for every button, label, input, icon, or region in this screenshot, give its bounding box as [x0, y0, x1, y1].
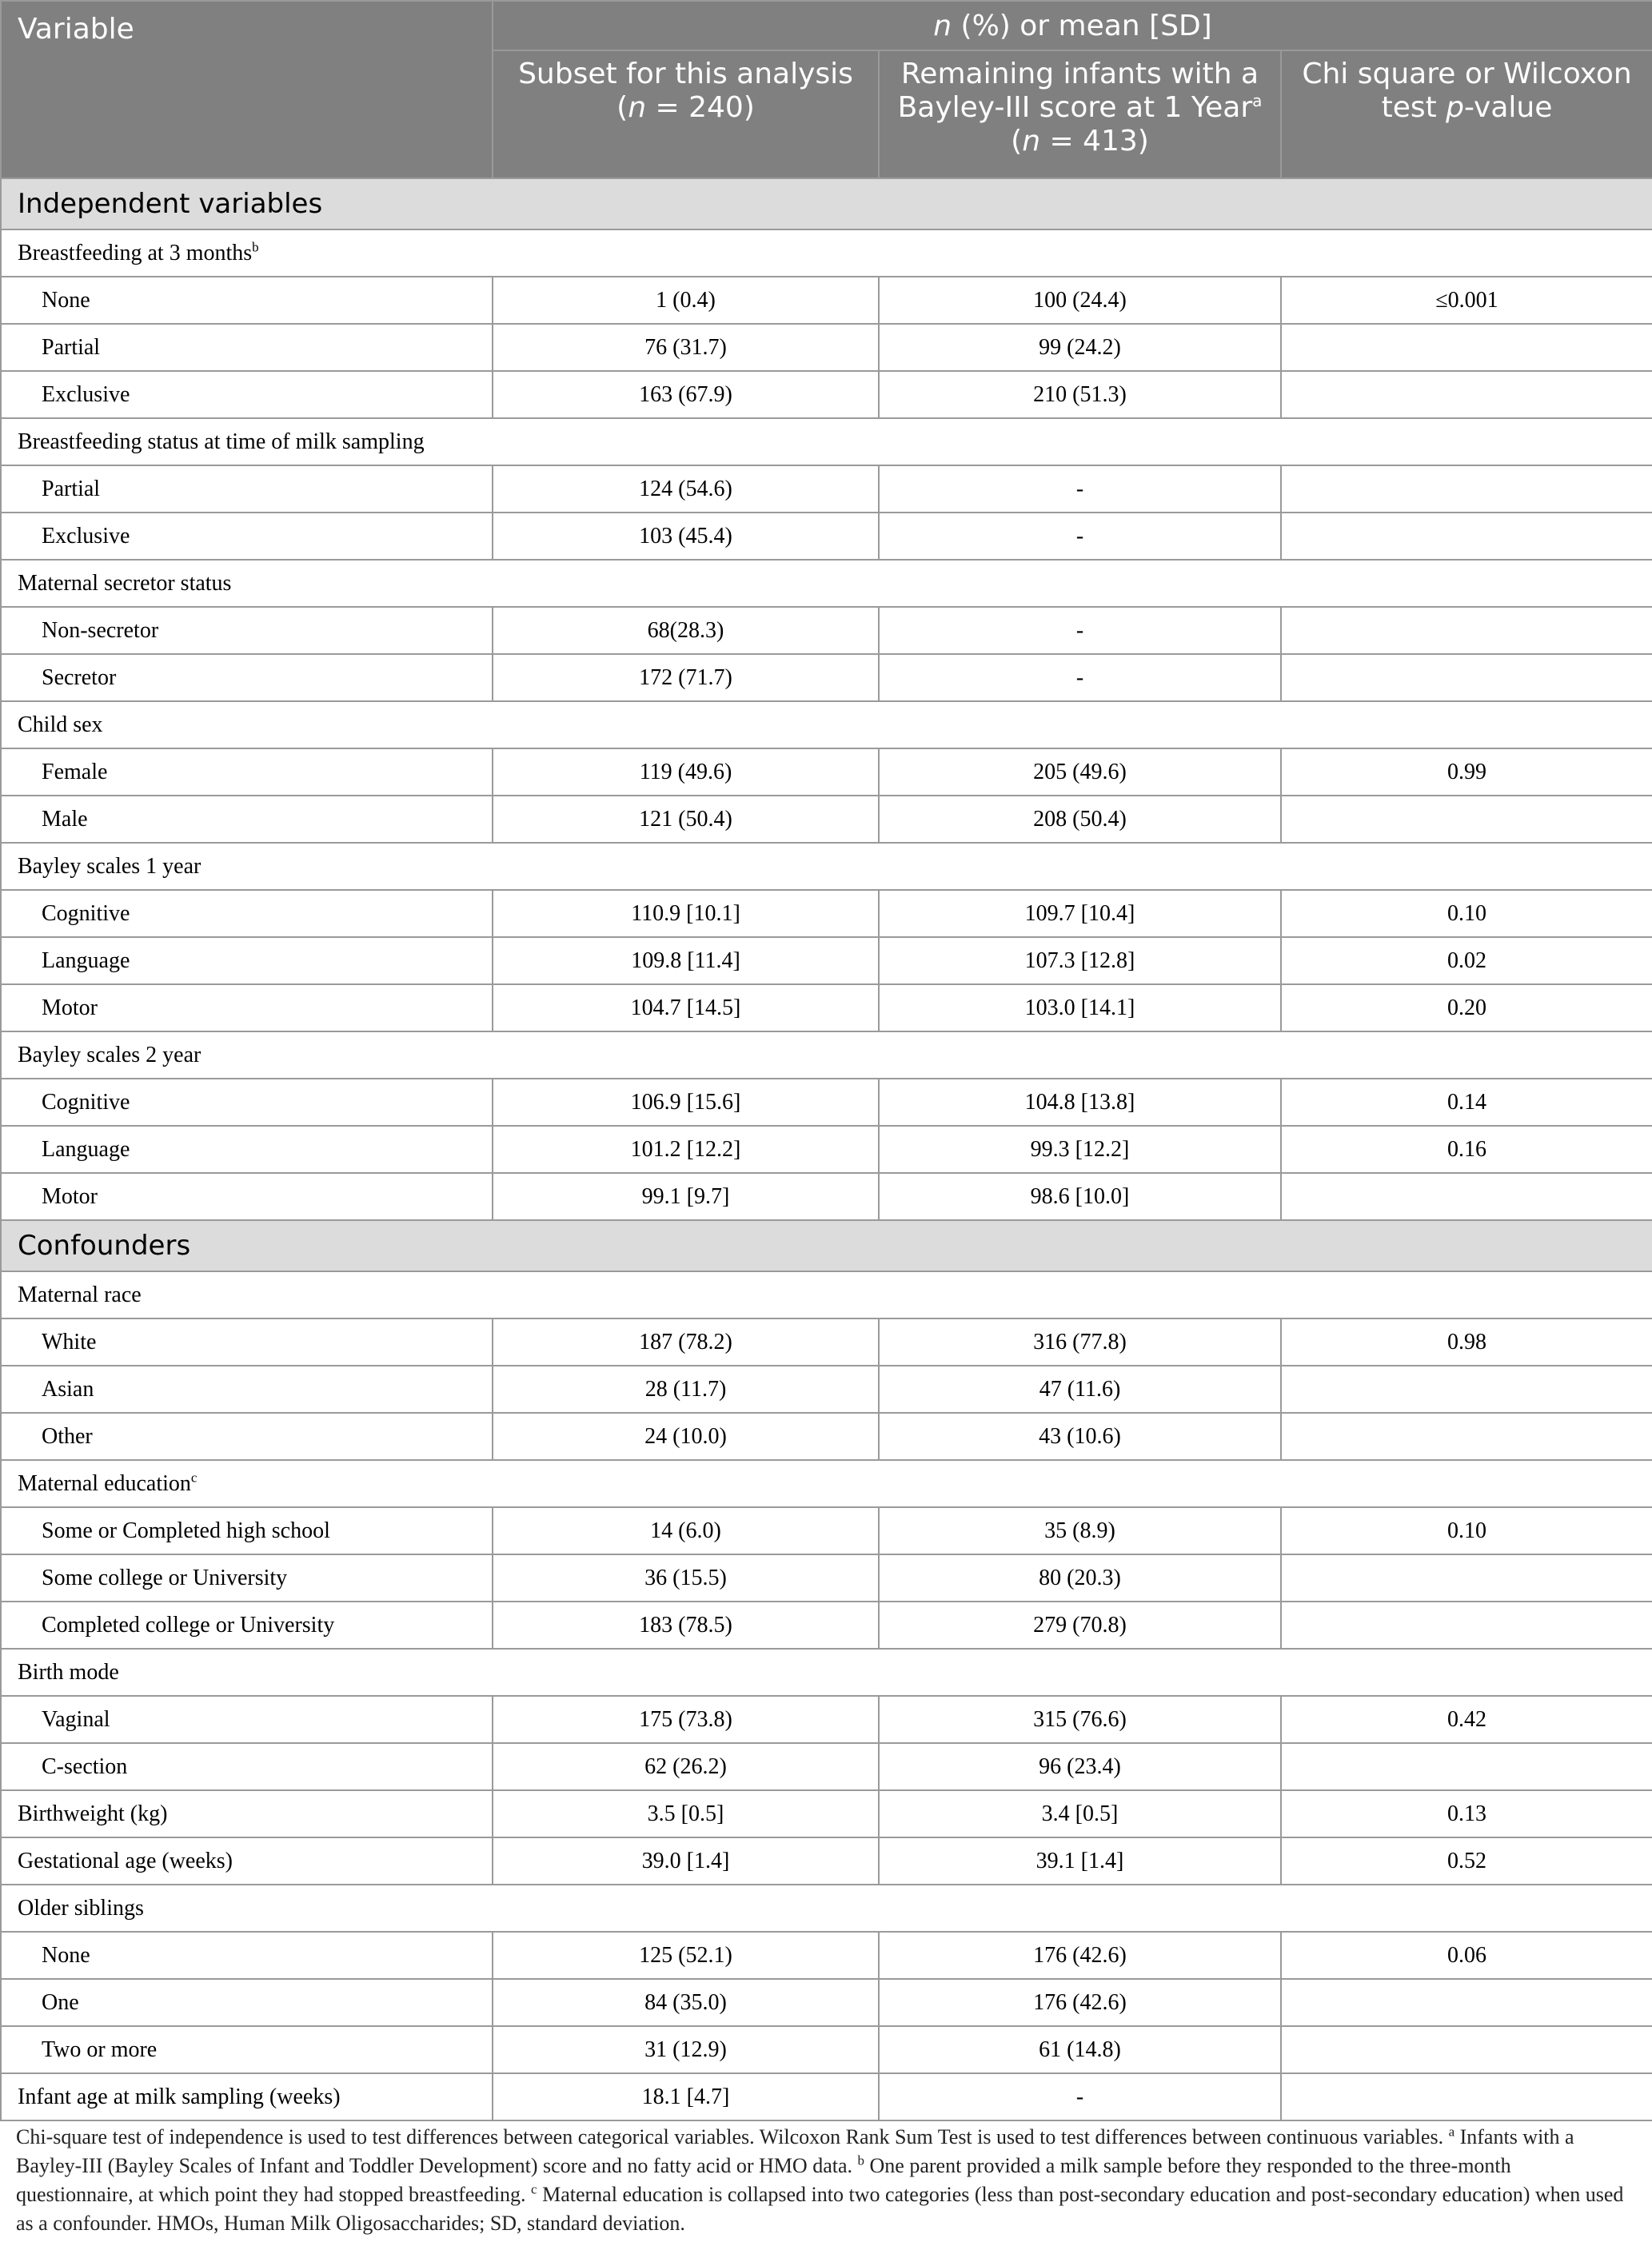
variable-cell: Partial [1, 324, 493, 371]
table-row [1, 513, 1652, 560]
table-row [1, 1366, 1652, 1413]
variable-cell: Secretor [1, 654, 493, 701]
variable-cell: Vaginal [1, 1696, 493, 1743]
subset-value-cell: 175 (73.8) [493, 1696, 879, 1743]
subset-value-cell: 24 (10.0) [493, 1413, 879, 1460]
table-row [1, 984, 1652, 1031]
variable-cell: Gestational age (weeks) [1, 1837, 493, 1885]
remaining-header-line1: Remaining infants with a [900, 58, 1259, 90]
subset-value-cell: 18.1 [4.7] [493, 2073, 879, 2120]
group-label: Breastfeeding at 3 months [18, 240, 253, 265]
remaining-value-cell: 205 (49.6) [879, 748, 1281, 796]
remaining-value-cell: 61 (14.8) [879, 2026, 1281, 2073]
table-row [1, 465, 1652, 513]
variable-cell: Non-secretor [1, 607, 493, 654]
remaining-value-cell: 109.7 [10.4] [879, 890, 1281, 937]
table-row [1, 1602, 1652, 1649]
subset-value-cell: 119 (49.6) [493, 748, 879, 796]
group-label: Bayley scales 1 year [1, 843, 1652, 890]
p-value-cell [1281, 607, 1652, 654]
subset-value-cell: 68(28.3) [493, 607, 879, 654]
variable-cell: White [1, 1318, 493, 1366]
group-row [1, 418, 1652, 465]
subset-value-cell: 31 (12.9) [493, 2026, 879, 2073]
table-row [1, 937, 1652, 984]
p-value-cell: ≤0.001 [1281, 277, 1652, 324]
p-value-cell [1281, 324, 1652, 371]
table-row [1, 1318, 1652, 1366]
variable-cell: Completed college or University [1, 1602, 493, 1649]
table-row [1, 890, 1652, 937]
p-value-cell [1281, 1554, 1652, 1602]
section-title: Confounders [1, 1220, 1652, 1271]
table-row [1, 1126, 1652, 1173]
group-row [1, 701, 1652, 748]
table-row [1, 607, 1652, 654]
table-row [1, 1507, 1652, 1554]
subset-value-cell: 172 (71.7) [493, 654, 879, 701]
p-value-cell: 0.99 [1281, 748, 1652, 796]
pvalue-header-line2b: -value [1464, 91, 1553, 124]
variable-cell: Male [1, 796, 493, 843]
group-row [1, 1885, 1652, 1932]
subset-value-cell: 1 (0.4) [493, 277, 879, 324]
remaining-value-cell: 315 (76.6) [879, 1696, 1281, 1743]
p-value-cell: 0.98 [1281, 1318, 1652, 1366]
pvalue-header-italic: p [1446, 91, 1465, 124]
p-value-cell [1281, 2073, 1652, 2120]
footnote-text: Infants with a Bayley-III (Bayley Scales of Infant and Toddler Development) score and no fatty acid or HMO data. [16, 2125, 1574, 2177]
p-value-cell [1281, 1173, 1652, 1220]
p-value-cell [1281, 1366, 1652, 1413]
subset-value-cell: 76 (31.7) [493, 324, 879, 371]
remaining-value-cell: 35 (8.9) [879, 1507, 1281, 1554]
table-row [1, 1790, 1652, 1837]
footnote-marker: c [531, 2181, 537, 2197]
group-label: Maternal race [1, 1271, 1652, 1318]
remaining-value-cell: - [879, 654, 1281, 701]
footnote-marker: a [1448, 2124, 1455, 2140]
remaining-value-cell: 104.8 [13.8] [879, 1079, 1281, 1126]
variable-cell: Female [1, 748, 493, 796]
table-row [1, 1743, 1652, 1790]
remaining-value-cell: 98.6 [10.0] [879, 1173, 1281, 1220]
group-row [1, 1460, 1652, 1507]
subset-value-cell: 121 (50.4) [493, 796, 879, 843]
p-value-cell [1281, 371, 1652, 418]
table-row [1, 1173, 1652, 1220]
stat-span-header [493, 1, 1652, 50]
variable-cell: Exclusive [1, 513, 493, 560]
subset-n-value: = 240) [646, 91, 755, 124]
subset-header: Subset for this analysis (n = 240) [493, 50, 879, 178]
table-row [1, 324, 1652, 371]
remaining-value-cell: - [879, 465, 1281, 513]
pvalue-header [1281, 50, 1652, 178]
subset-value-cell: 28 (11.7) [493, 1366, 879, 1413]
table-row [1, 277, 1652, 324]
group-label-cell [1, 229, 1652, 277]
variable-cell: Language [1, 937, 493, 984]
section-row [1, 1220, 1652, 1271]
variable-cell: Exclusive [1, 371, 493, 418]
remaining-value-cell: 47 (11.6) [879, 1366, 1281, 1413]
p-value-cell: 0.13 [1281, 1790, 1652, 1837]
remaining-n-label: n [1022, 125, 1041, 158]
remaining-n-value: = 413) [1040, 125, 1149, 158]
subset-value-cell: 183 (78.5) [493, 1602, 879, 1649]
subset-header-line1: Subset for this analysis [518, 58, 853, 90]
pvalue-header-line2a: test [1381, 91, 1446, 124]
table-footnote [16, 2123, 1631, 2238]
variable-cell: Cognitive [1, 1079, 493, 1126]
table-row [1, 1932, 1652, 1979]
p-value-cell: 0.52 [1281, 1837, 1652, 1885]
remaining-header-sup: a [1252, 91, 1263, 110]
subset-value-cell: 109.8 [11.4] [493, 937, 879, 984]
group-label: Maternal education [18, 1470, 191, 1496]
span-rest: (%) or mean [SD] [952, 10, 1212, 42]
pvalue-header-line1: Chi square or Wilcoxon [1302, 58, 1632, 90]
group-row [1, 1649, 1652, 1696]
subset-value-cell: 101.2 [12.2] [493, 1126, 879, 1173]
footnote-text: Chi-square test of independence is used to test differences between categorical variables. Wilcoxon Rank Sum Test is used to test differences between continuous variables. [16, 2125, 1449, 2148]
remaining-value-cell: 316 (77.8) [879, 1318, 1281, 1366]
variable-header [1, 1, 493, 178]
footnote-text: One parent provided a milk sample before they responded to the three-month questionnaire, at which point they had stopped breastfeeding. [16, 2154, 1511, 2206]
p-value-cell [1281, 1602, 1652, 1649]
table-row [1, 654, 1652, 701]
variable-cell: Motor [1, 984, 493, 1031]
remaining-value-cell: 99.3 [12.2] [879, 1126, 1281, 1173]
remaining-value-cell: - [879, 2073, 1281, 2120]
remaining-value-cell: - [879, 607, 1281, 654]
subset-n-label: n [628, 91, 647, 124]
variable-header-text: Variable [18, 13, 134, 46]
remaining-value-cell: 100 (24.4) [879, 277, 1281, 324]
table-row [1, 1413, 1652, 1460]
variable-cell: Some or Completed high school [1, 1507, 493, 1554]
p-value-cell: 0.02 [1281, 937, 1652, 984]
table-row [1, 1079, 1652, 1126]
subset-value-cell: 62 (26.2) [493, 1743, 879, 1790]
subset-value-cell: 125 (52.1) [493, 1932, 879, 1979]
group-label-cell [1, 1460, 1652, 1507]
p-value-cell: 0.10 [1281, 1507, 1652, 1554]
remaining-value-cell: 96 (23.4) [879, 1743, 1281, 1790]
subset-value-cell: 163 (67.9) [493, 371, 879, 418]
table-row [1, 1837, 1652, 1885]
footnote-marker: c [190, 1470, 198, 1486]
group-row [1, 560, 1652, 607]
p-value-cell [1281, 796, 1652, 843]
variable-cell: One [1, 1979, 493, 2026]
remaining-value-cell: 43 (10.6) [879, 1413, 1281, 1460]
variable-cell: Birthweight (kg) [1, 1790, 493, 1837]
remaining-value-cell: 99 (24.2) [879, 324, 1281, 371]
variable-cell: Other [1, 1413, 493, 1460]
group-row [1, 229, 1652, 277]
remaining-header-line2: Bayley-III score at 1 Year [897, 91, 1253, 124]
section-row [1, 178, 1652, 229]
subset-value-cell: 39.0 [1.4] [493, 1837, 879, 1885]
p-value-cell: 0.10 [1281, 890, 1652, 937]
subset-value-cell: 124 (54.6) [493, 465, 879, 513]
variable-cell: Asian [1, 1366, 493, 1413]
table-row [1, 1979, 1652, 2026]
p-value-cell [1281, 513, 1652, 560]
variable-cell: C-section [1, 1743, 493, 1790]
remaining-value-cell: 103.0 [14.1] [879, 984, 1281, 1031]
header-row-top [1, 1, 1652, 50]
table-row [1, 796, 1652, 843]
remaining-value-cell: 176 (42.6) [879, 1932, 1281, 1979]
variable-cell: Partial [1, 465, 493, 513]
subset-value-cell: 36 (15.5) [493, 1554, 879, 1602]
group-label: Older siblings [1, 1885, 1652, 1932]
subset-value-cell: 187 (78.2) [493, 1318, 879, 1366]
remaining-value-cell: 3.4 [0.5] [879, 1790, 1281, 1837]
table-row [1, 2073, 1652, 2120]
subset-value-cell: 84 (35.0) [493, 1979, 879, 2026]
variable-cell: Cognitive [1, 890, 493, 937]
subset-value-cell: 14 (6.0) [493, 1507, 879, 1554]
section-title: Independent variables [1, 178, 1652, 229]
variable-cell: Motor [1, 1173, 493, 1220]
subset-value-cell: 3.5 [0.5] [493, 1790, 879, 1837]
remaining-value-cell: 208 (50.4) [879, 796, 1281, 843]
table-row [1, 1696, 1652, 1743]
remaining-value-cell: 210 (51.3) [879, 371, 1281, 418]
remaining-value-cell: 279 (70.8) [879, 1602, 1281, 1649]
p-value-cell: 0.20 [1281, 984, 1652, 1031]
p-value-cell: 0.06 [1281, 1932, 1652, 1979]
variable-cell: Some college or University [1, 1554, 493, 1602]
variable-cell: None [1, 277, 493, 324]
p-value-cell [1281, 2026, 1652, 2073]
subset-value-cell: 104.7 [14.5] [493, 984, 879, 1031]
remaining-value-cell: 107.3 [12.8] [879, 937, 1281, 984]
remaining-value-cell: 80 (20.3) [879, 1554, 1281, 1602]
table-row [1, 1554, 1652, 1602]
group-label: Birth mode [1, 1649, 1652, 1696]
variable-cell: Two or more [1, 2026, 493, 2073]
table-body [1, 178, 1652, 2120]
footnote-marker: b [857, 2152, 865, 2168]
remaining-header: Remaining infants with a Bayley-III score at 1 Year$^a$ (n = 413) [879, 50, 1281, 178]
p-value-cell: 0.14 [1281, 1079, 1652, 1126]
p-value-cell: 0.42 [1281, 1696, 1652, 1743]
variable-cell: Infant age at milk sampling (weeks) [1, 2073, 493, 2120]
remaining-value-cell: 176 (42.6) [879, 1979, 1281, 2026]
variable-cell: Language [1, 1126, 493, 1173]
subset-value-cell: 106.9 [15.6] [493, 1079, 879, 1126]
group-label: Child sex [1, 701, 1652, 748]
subset-value-cell: 110.9 [10.1] [493, 890, 879, 937]
p-value-cell [1281, 465, 1652, 513]
table-row [1, 2026, 1652, 2073]
p-value-cell [1281, 1743, 1652, 1790]
variable-cell: None [1, 1932, 493, 1979]
group-label: Maternal secretor status [1, 560, 1652, 607]
remaining-value-cell: - [879, 513, 1281, 560]
group-row [1, 843, 1652, 890]
group-row [1, 1031, 1652, 1079]
p-value-cell [1281, 1413, 1652, 1460]
footnote-text: Maternal education is collapsed into two categories (less than post-secondary education and post-secondary education) when used as a confounder. HMOs, Human Milk Oligosaccharides; SD, standard deviation. [16, 2183, 1624, 2235]
p-value-cell: 0.16 [1281, 1126, 1652, 1173]
subset-value-cell: 99.1 [9.7] [493, 1173, 879, 1220]
remaining-value-cell: 39.1 [1.4] [879, 1837, 1281, 1885]
subset-value-cell: 103 (45.4) [493, 513, 879, 560]
group-label: Breastfeeding status at time of milk sampling [1, 418, 1652, 465]
table-row [1, 371, 1652, 418]
footnote-marker: b [252, 239, 259, 255]
group-label: Bayley scales 2 year [1, 1031, 1652, 1079]
table-row [1, 748, 1652, 796]
p-value-cell [1281, 1979, 1652, 2026]
group-row [1, 1271, 1652, 1318]
span-italic: n [933, 10, 952, 42]
p-value-cell [1281, 654, 1652, 701]
